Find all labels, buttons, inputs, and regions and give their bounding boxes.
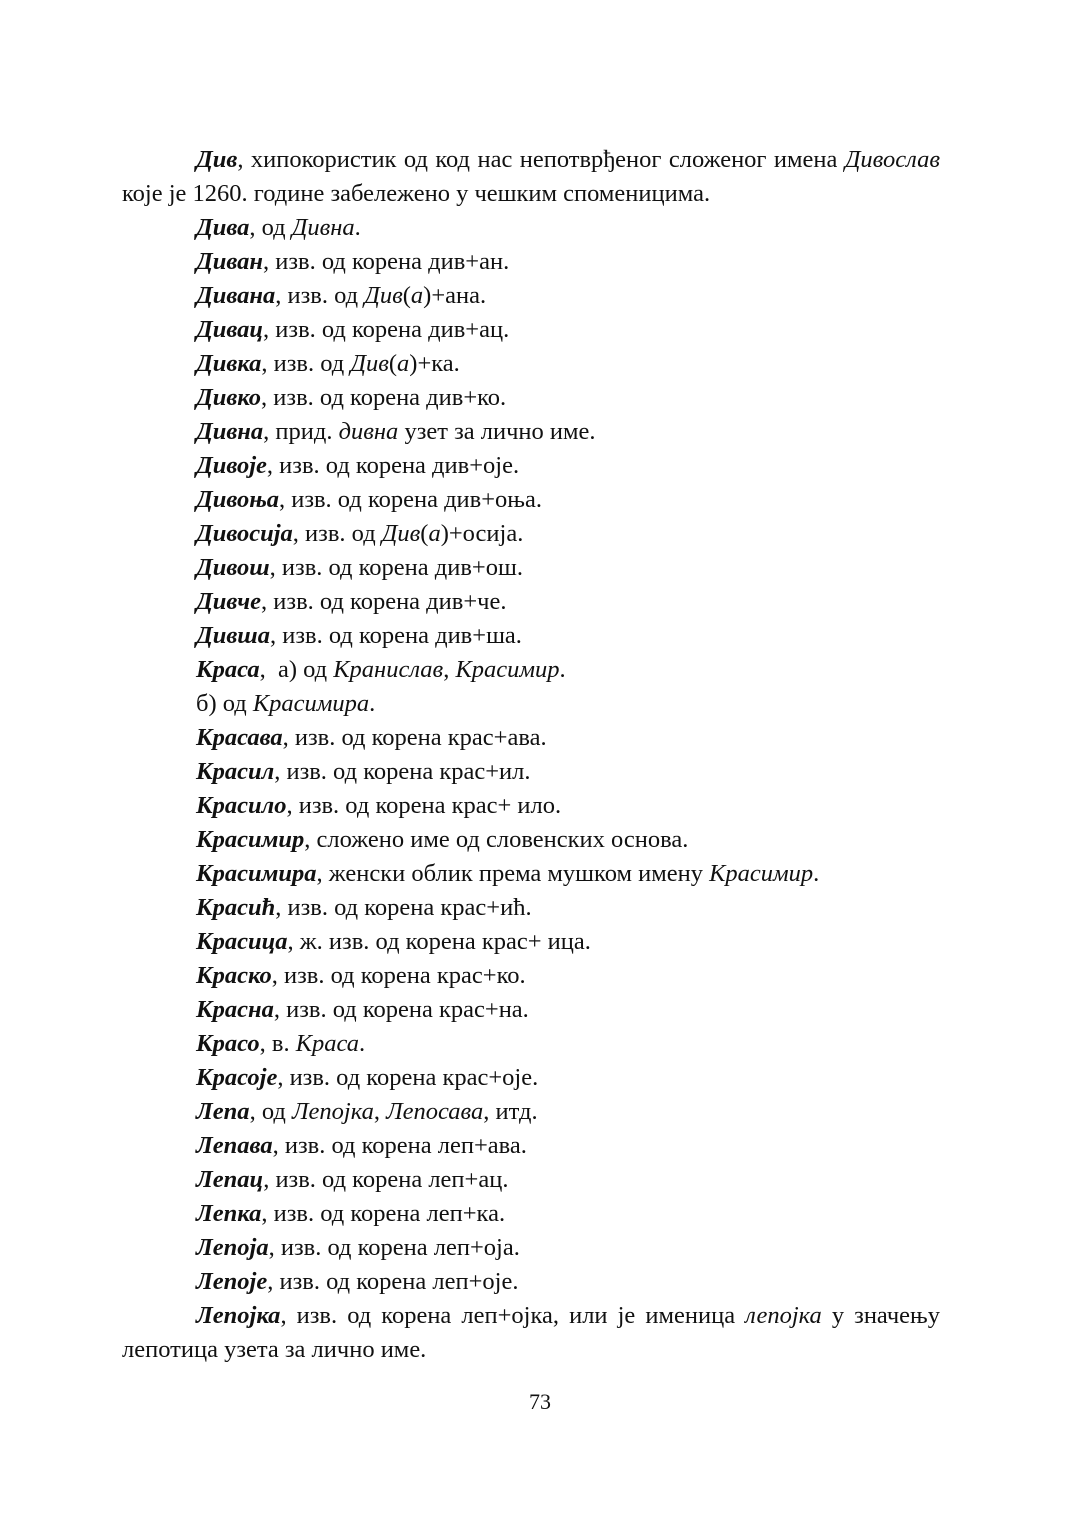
entry-line — [122, 925, 940, 959]
entry-text: које је 1260. године забележено у чешким споменицима. — [122, 180, 711, 207]
entry-line — [122, 347, 940, 381]
entry-italic: лепојка — [745, 1302, 822, 1329]
entry-text: . — [369, 690, 376, 717]
entry-line — [122, 449, 940, 483]
entry-line — [122, 755, 940, 789]
entry-italic: дивна — [338, 418, 399, 445]
headword: Красило — [196, 792, 287, 819]
headword: Дивана — [196, 282, 276, 309]
entry-line — [122, 483, 940, 517]
entry-text: , — [443, 656, 456, 683]
entry-text: . — [559, 656, 566, 683]
headword: Краско — [196, 962, 272, 989]
entry-text: )+осија. — [440, 520, 524, 547]
entry-text: , од — [249, 214, 292, 241]
entry-text: , изв. од корена див+че. — [261, 588, 507, 615]
entry-line — [122, 653, 940, 687]
headword: Дивна — [196, 418, 264, 445]
entry-text: , изв. од корена див+ша. — [269, 622, 522, 649]
entry-text: , изв. од корена леп+ојка, или је именица — [280, 1302, 746, 1329]
entry-text: , изв. од корена крас+оје. — [277, 1064, 539, 1091]
headword: Дивоња — [196, 486, 279, 513]
entry-text: , изв. од корена див+ош. — [269, 554, 523, 581]
headword: Красо — [196, 1030, 260, 1057]
entry-text: , изв. од корена леп+ац. — [263, 1166, 509, 1193]
entry-line — [122, 381, 940, 415]
entry-text: , изв. од корена див+оје. — [266, 452, 520, 479]
entry-italic: Красимир — [455, 656, 560, 683]
entry-text: , а) од — [259, 656, 334, 683]
entry-italic: а — [428, 520, 441, 547]
entry-italic: Дивна — [291, 214, 355, 241]
entry-paragraph — [122, 143, 940, 211]
headword: Лепава — [196, 1132, 273, 1159]
entry-line — [122, 517, 940, 551]
headword: Диван — [196, 248, 263, 275]
entry-text: , в. — [259, 1030, 296, 1057]
entry-text: . — [358, 1030, 366, 1057]
entry-text: . — [813, 860, 820, 887]
entry-text: , изв. од корена крас+на. — [273, 996, 529, 1023]
headword: Красимир — [196, 826, 305, 853]
entry-line — [122, 1231, 940, 1265]
entry-text: , сложено име од словенских основа. — [304, 826, 689, 853]
entry-text: , изв. од корена леп+ка. — [261, 1200, 506, 1227]
headword: Красимира — [196, 860, 317, 887]
headword: Лепојка — [196, 1302, 281, 1329]
headword: Дивко — [196, 384, 262, 411]
entry-italic: Краса — [295, 1030, 359, 1057]
entry-line — [122, 857, 940, 891]
page-number: 73 — [529, 1389, 551, 1414]
entry-text: , — [373, 1098, 387, 1125]
entry-text: , ж. изв. од корена крас+ ица. — [287, 928, 591, 955]
entry-line — [122, 415, 940, 449]
entry-line — [122, 993, 940, 1027]
headword: Лепоје — [196, 1268, 268, 1295]
headword: Дивоје — [196, 452, 267, 479]
headword: Красић — [196, 894, 276, 921]
headword: Дивац — [196, 316, 264, 343]
entry-line — [122, 619, 940, 653]
headword: Лепа — [196, 1098, 250, 1125]
entry-text: , изв. од корена див+оња. — [278, 486, 543, 513]
headword: Дивче — [196, 588, 262, 615]
entry-italic: Див — [350, 350, 389, 377]
entry-text: )+ана. — [423, 282, 487, 309]
entry-line — [122, 279, 940, 313]
entry-line — [122, 585, 940, 619]
entry-text: , прид. — [263, 418, 339, 445]
entry-italic: а — [397, 350, 410, 377]
entry-line — [122, 1265, 940, 1299]
entry-text: . — [354, 214, 361, 241]
entry-text: узет за лично име. — [398, 418, 596, 445]
entry-text: , изв. од корена див+ко. — [261, 384, 507, 411]
entry-text: , изв. од корена крас+ко. — [271, 962, 526, 989]
entry-text: , женски облик према мушком имену — [316, 860, 710, 887]
entry-line — [122, 789, 940, 823]
entry-text: ( — [420, 520, 429, 547]
entry-line — [122, 313, 940, 347]
entry-line — [122, 211, 940, 245]
entry-line — [122, 1095, 940, 1129]
entry-italic: Дивослав — [844, 146, 940, 173]
entry-text: , изв. од корена леп+оје. — [267, 1268, 519, 1295]
entry-subsense — [122, 687, 940, 721]
headword: Лепац — [196, 1166, 264, 1193]
headword: Красица — [196, 928, 288, 955]
entry-line — [122, 245, 940, 279]
entry-text: , изв. од корена крас+ ило. — [286, 792, 562, 819]
dictionary-entries — [122, 143, 940, 1367]
entry-text: , хипокористик од код нас непотврђеног сложеног имена — [237, 146, 845, 173]
entry-text: , изв. од корена крас+ић. — [275, 894, 532, 921]
entry-text: б) од — [196, 690, 253, 717]
entry-text: ( — [388, 350, 398, 377]
headword: Лепка — [196, 1200, 262, 1227]
entry-line — [122, 1027, 940, 1061]
entry-italic: Див — [381, 520, 421, 547]
headword: Дива — [196, 214, 250, 241]
headword: Див — [196, 146, 238, 173]
entry-line — [122, 551, 940, 585]
entry-line — [122, 721, 940, 755]
headword: Красоје — [196, 1064, 278, 1091]
entry-italic: Див — [364, 282, 403, 309]
headword: Красава — [196, 724, 283, 751]
headword: Дивосија — [196, 520, 293, 547]
entry-line — [122, 959, 940, 993]
entry-text: ( — [402, 282, 411, 309]
headword: Дивша — [196, 622, 270, 649]
entry-text: , изв. од корена леп+ава. — [272, 1132, 527, 1159]
entry-text: у значењу лепотица узета за лично име. — [122, 1302, 940, 1363]
entry-line — [122, 1163, 940, 1197]
entry-italic: Красимира — [252, 690, 370, 717]
headword: Краса — [196, 656, 260, 683]
entry-text: , изв. од корена крас+ил. — [274, 758, 531, 785]
entry-line — [122, 891, 940, 925]
entry-text: , изв. од — [275, 282, 365, 309]
entry-italic: Лепосава — [386, 1098, 484, 1125]
headword: Красна — [196, 996, 274, 1023]
entry-text: , изв. од — [292, 520, 382, 547]
entry-line — [122, 1197, 940, 1231]
headword: Дивка — [196, 350, 262, 377]
headword: Лепоја — [196, 1234, 269, 1261]
entry-line — [122, 1061, 940, 1095]
entry-line — [122, 823, 940, 857]
entry-text: , изв. од корена леп+оја. — [268, 1234, 520, 1261]
entry-paragraph — [122, 1299, 940, 1367]
entry-text: , изв. од корена див+ац. — [263, 316, 510, 343]
entry-line — [122, 1129, 940, 1163]
entry-text: , изв. од корена крас+ава. — [282, 724, 547, 751]
entry-text: )+ка. — [409, 350, 460, 377]
entry-text: , изв. од — [261, 350, 351, 377]
headword: Дивош — [196, 554, 270, 581]
entry-text: , изв. од корена див+ан. — [263, 248, 510, 275]
entry-text: , итд. — [483, 1098, 538, 1125]
headword: Красил — [196, 758, 275, 785]
entry-text: , од — [249, 1098, 292, 1125]
entry-italic: Кранислав — [333, 656, 444, 683]
entry-italic: Красимир — [709, 860, 814, 887]
entry-italic: Лепојка — [291, 1098, 374, 1125]
entry-italic: а — [410, 282, 424, 309]
